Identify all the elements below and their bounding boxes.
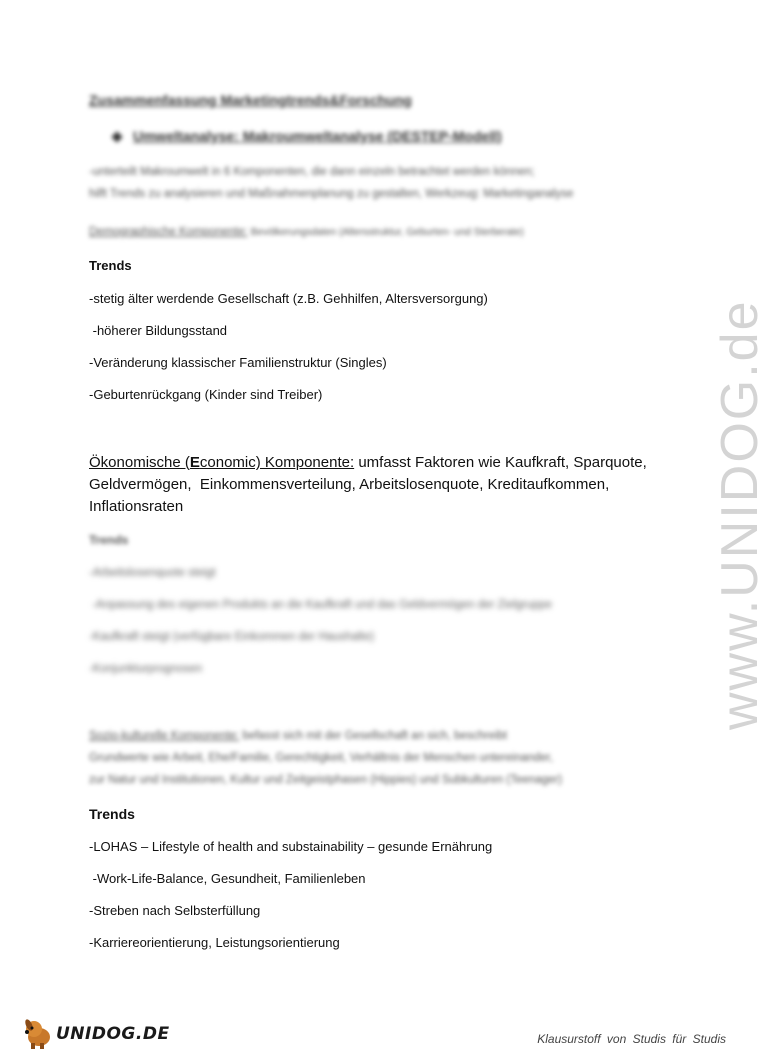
unidog-logo bbox=[22, 1016, 170, 1050]
economic-label bbox=[89, 454, 354, 471]
logo-text: UNIDOG.DE bbox=[56, 1024, 170, 1044]
economic-label-prefix: Ökonomische ( bbox=[89, 454, 190, 471]
socio-label: Sozio-kulturelle Komponente: bbox=[89, 730, 240, 742]
dog-mascot-icon bbox=[22, 1016, 56, 1050]
demographic-definition bbox=[89, 224, 524, 241]
economic-text-2: Geldvermögen, Einkommensverteilung, Arbeitslosenquote, Kreditaufkommen, bbox=[89, 476, 610, 493]
economic-trend-3: -Kaufkraft steigt (verfügbare Einkommen der Haushalte) bbox=[89, 631, 375, 643]
socio-text-2: Grundwerte wie Arbeit, Ehe/Familie, Gerechtigkeit, Verhältnis der Menschen untereinander, bbox=[89, 752, 554, 764]
intro-line-2: hilft Trends zu analysieren und Maßnahmenplanung zu gestalten, Werkzeug: Marketinganalyse bbox=[89, 188, 574, 200]
socio-trends-heading: Trends bbox=[89, 806, 135, 822]
socio-trend-2: -Work-Life-Balance, Gesundheit, Familienleben bbox=[89, 871, 366, 886]
economic-trends-heading: Trends bbox=[89, 533, 129, 547]
demographic-label: Demographische Komponente: bbox=[89, 226, 248, 238]
economic-label-e: E bbox=[189, 454, 200, 471]
economic-text-1: umfasst Faktoren wie Kaufkraft, Sparquote, bbox=[358, 454, 647, 471]
watermark: www.UNIDOG.de bbox=[711, 299, 769, 730]
economic-trend-2: -Anpassung des eigenen Produkts an die Kaufkraft und das Geldvermögen der Zielgruppe bbox=[89, 599, 552, 611]
diamond-bullet-icon bbox=[111, 132, 122, 143]
economic-trend-4: -Konjunkturprognosen bbox=[89, 663, 203, 675]
footer-tagline: Klausurstoff von Studis für Studis bbox=[537, 1032, 726, 1046]
socio-trend-3: -Streben nach Selbsterfüllung bbox=[89, 903, 261, 918]
demographic-trend-4: -Geburtenrückgang (Kinder sind Treiber) bbox=[89, 387, 323, 402]
demographic-text: Bevölkerungsdaten (Altersstruktur, Geburten- und Sterberate) bbox=[250, 227, 524, 238]
intro-line-1: -unterteilt Makroumwelt in 6 Komponenten, die dann einzeln betrachtet werden können; bbox=[89, 166, 535, 178]
section-heading-text: Umweltanalyse: Makroumweltanalyse (DESTEP-Modell) bbox=[133, 128, 502, 144]
socio-text-1: befasst sich mit der Gesellschaft an sich, beschreibt bbox=[242, 730, 508, 742]
demographic-trend-3: -Veränderung klassischer Familienstruktur (Singles) bbox=[89, 355, 387, 370]
demographic-trends-heading: Trends bbox=[89, 258, 132, 273]
section-heading bbox=[113, 128, 502, 144]
socio-text-3: zur Natur und Institutionen, Kultur und Zeitgeistphasen (Hippies) und Subkulturen (Teenager) bbox=[89, 774, 563, 786]
economic-trend-1: -Arbeitslosenquote steigt bbox=[89, 567, 216, 579]
demographic-trend-1: -stetig älter werdende Gesellschaft (z.B. Gehhilfen, Altersversorgung) bbox=[89, 291, 488, 306]
economic-definition bbox=[89, 452, 649, 518]
demographic-trend-2: -höherer Bildungsstand bbox=[89, 323, 228, 338]
socio-trend-4: -Karriereorientierung, Leistungsorientierung bbox=[89, 935, 340, 950]
socio-trend-1: -LOHAS – Lifestyle of health and substainability – gesunde Ernährung bbox=[89, 839, 493, 854]
economic-label-suffix: conomic) Komponente: bbox=[199, 454, 355, 471]
socio-definition-line-1 bbox=[89, 728, 507, 744]
document-title: Zusammenfassung Marketingtrends&Forschung bbox=[89, 92, 412, 108]
economic-text-3: Inflationsraten bbox=[89, 498, 184, 515]
